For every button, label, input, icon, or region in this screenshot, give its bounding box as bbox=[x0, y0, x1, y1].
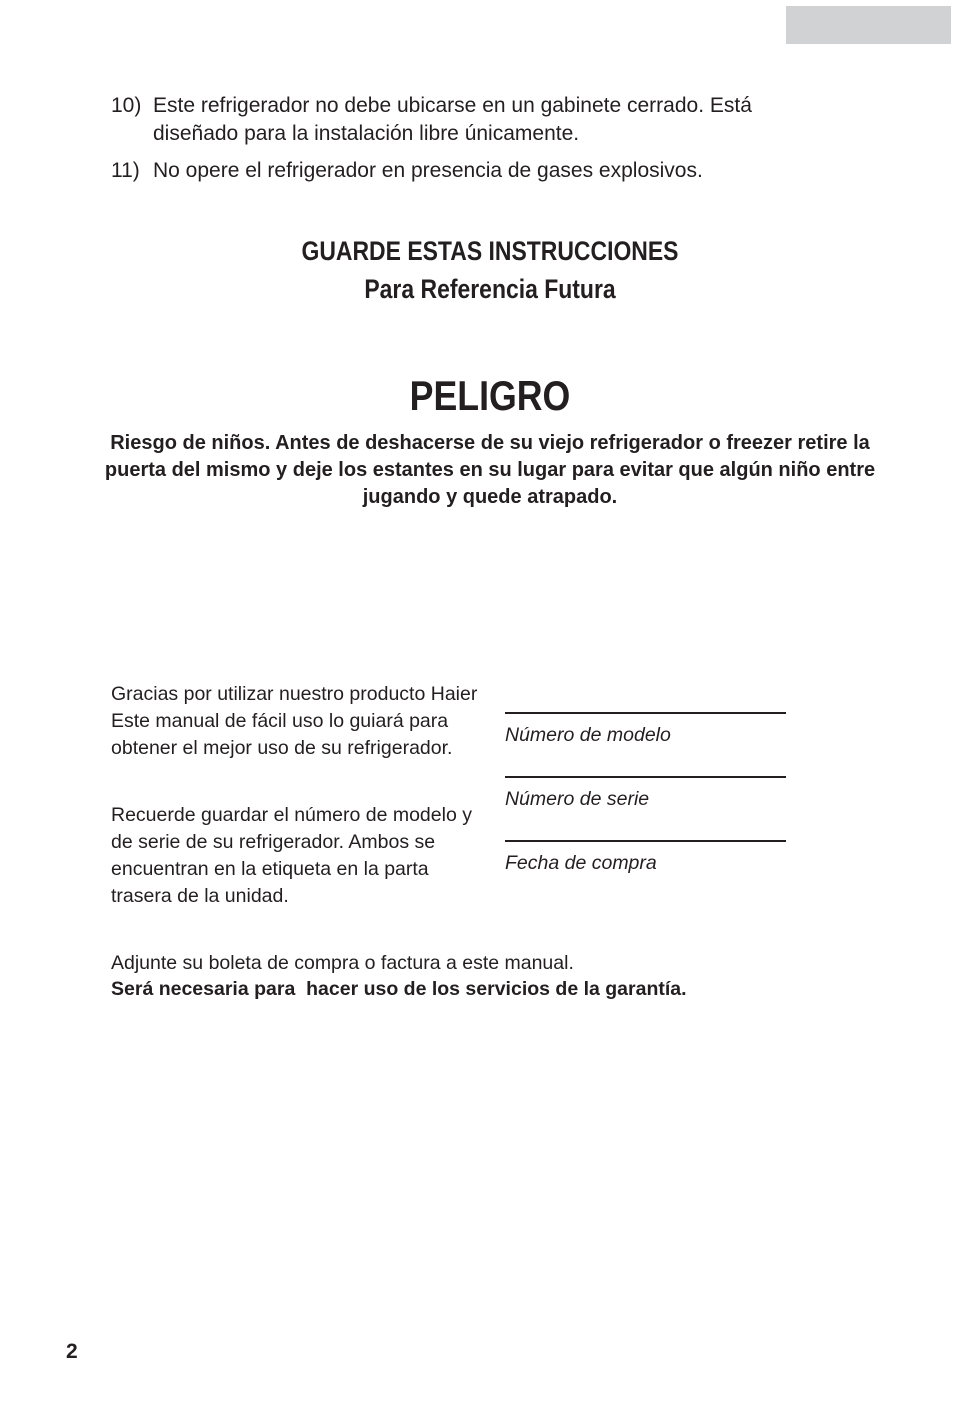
purchase-date-line bbox=[505, 840, 786, 842]
danger-warning-text: Riesgo de niños. Antes de deshacerse de su viejo refrigerador o freezer retire la puerta del mismo y deje los estantes en su lugar para evitar que algún niño entre jugando y quede atrapado. bbox=[104, 432, 876, 508]
intro-paragraph-thanks: Gracias por utilizar nuestro producto Haier Este manual de fácil uso lo guiará para obtener el mejor uso de su refrigerador. bbox=[111, 683, 478, 759]
list-item bbox=[111, 92, 831, 148]
serial-number-label: Número de serie bbox=[505, 788, 650, 810]
section-tab-marker bbox=[786, 6, 951, 44]
model-number-label: Número de modelo bbox=[505, 724, 671, 746]
save-instructions-subheading: Para Referencia Futura bbox=[364, 274, 616, 304]
list-item-number: 11) bbox=[111, 159, 140, 182]
save-instructions-heading: GUARDE ESTAS INSTRUCCIONES bbox=[301, 236, 679, 266]
list-item-text: No opere el refrigerador en presencia de gases explosivos. bbox=[153, 159, 703, 182]
intro-paragraph-remember: Recuerde guardar el número de modelo y de serie de su refrigerador. Ambos se encuentran en la etiqueta en la parta trasera de la unidad. bbox=[111, 804, 472, 907]
purchase-date-label: Fecha de compra bbox=[505, 852, 657, 874]
danger-title: PELIGRO bbox=[409, 372, 571, 419]
attach-receipt-note: Adjunte su boleta de compra o factura a este manual. bbox=[111, 952, 574, 974]
list-item bbox=[111, 157, 831, 185]
list-item-text: Este refrigerador no debe ubicarse en un gabinete cerrado. Está diseñado para la instalación libre únicamente. bbox=[153, 94, 752, 145]
list-item-number: 10) bbox=[111, 94, 142, 117]
page-number: 2 bbox=[66, 1340, 78, 1363]
warranty-note: Será necesaria para hacer uso de los servicios de la garantía. bbox=[111, 978, 687, 1000]
serial-number-line bbox=[505, 776, 786, 778]
model-number-line bbox=[505, 712, 786, 714]
